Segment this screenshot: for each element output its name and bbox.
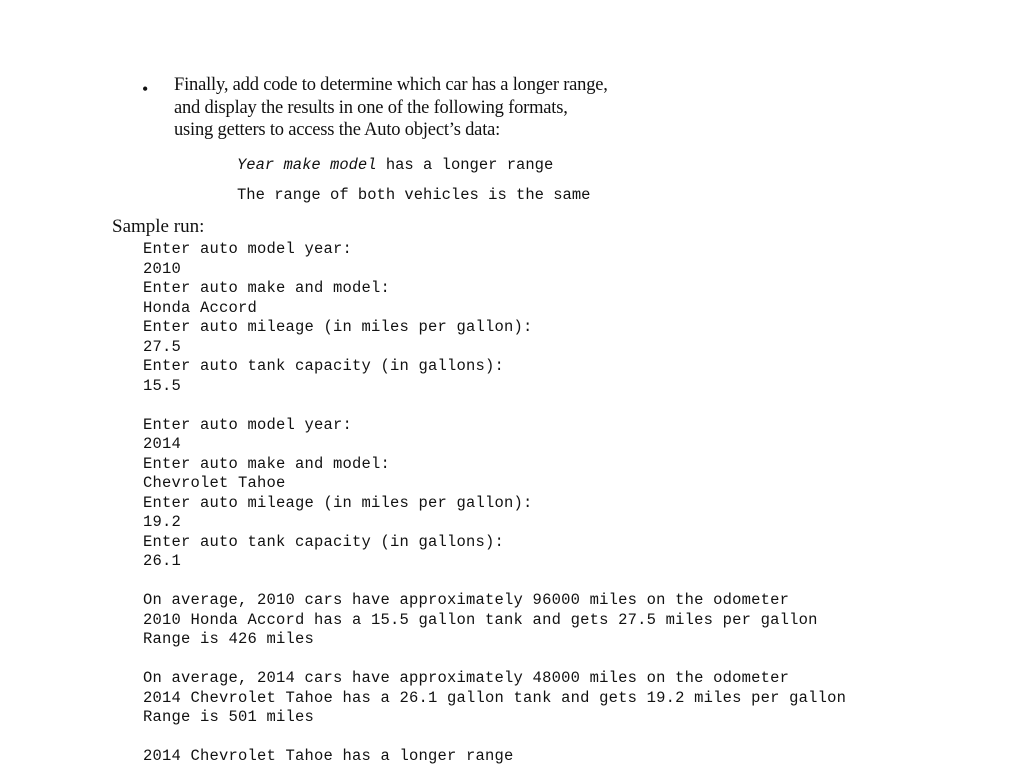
console-line: 19.2 xyxy=(143,513,182,531)
console-line: 26.1 xyxy=(143,552,182,570)
format-same-range: The range of both vehicles is the same xyxy=(237,185,591,204)
console-blank-line xyxy=(143,728,846,748)
console-line: Range is 501 miles xyxy=(143,708,315,726)
instruction-line: and display the results in one of the following formats, xyxy=(174,97,568,118)
console-line: Enter auto make and model: xyxy=(143,454,391,473)
instruction-line: Finally, add code to determine which car has a longer range, xyxy=(174,75,608,95)
output-formats xyxy=(237,155,590,205)
instruction-text xyxy=(174,74,608,142)
console-line: Enter auto model year: xyxy=(143,415,353,434)
console-line: Enter auto tank capacity (in gallons): xyxy=(143,532,505,551)
console-line: Enter auto tank capacity (in gallons): xyxy=(143,357,505,375)
console-blank-line xyxy=(143,650,846,670)
format-placeholder: Year make model xyxy=(237,156,377,174)
console-line: On average, 2010 cars have approximately 96000 miles on the odometer xyxy=(143,591,790,609)
console-line: 2010 Honda Accord has a 15.5 gallon tank and gets 27.5 miles per gallon xyxy=(143,610,818,629)
console-line: 15.5 xyxy=(143,376,182,395)
console-line: Chevrolet Tahoe xyxy=(143,474,286,492)
console-line: 2014 Chevrolet Tahoe has a 26.1 gallon tank and gets 19.2 miles per gallon xyxy=(143,688,847,707)
format-longer-range xyxy=(237,155,590,175)
sample-run-heading: Sample run: xyxy=(112,216,205,237)
format-suffix: has a longer range xyxy=(376,156,554,174)
sample-run-console xyxy=(143,240,846,767)
instruction-line: using getters to access the Auto object’s data: xyxy=(174,120,501,140)
console-line: 2010 xyxy=(143,259,182,278)
console-line: Honda Accord xyxy=(143,298,258,317)
console-line: 2014 xyxy=(143,435,182,453)
console-blank-line xyxy=(143,396,846,416)
console-line: Enter auto make and model: xyxy=(143,279,391,297)
bullet-dot: • xyxy=(142,79,149,99)
console-line: 2014 Chevrolet Tahoe has a longer range xyxy=(143,747,514,765)
console-line: 27.5 xyxy=(143,337,182,356)
console-line: Range is 426 miles xyxy=(143,630,315,648)
console-line: Enter auto mileage (in miles per gallon): xyxy=(143,318,533,336)
console-line: On average, 2014 cars have approximately 48000 miles on the odometer xyxy=(143,669,790,687)
console-line: Enter auto mileage (in miles per gallon): xyxy=(143,493,533,512)
console-line: Enter auto model year: xyxy=(143,240,353,258)
console-blank-line xyxy=(143,572,846,592)
